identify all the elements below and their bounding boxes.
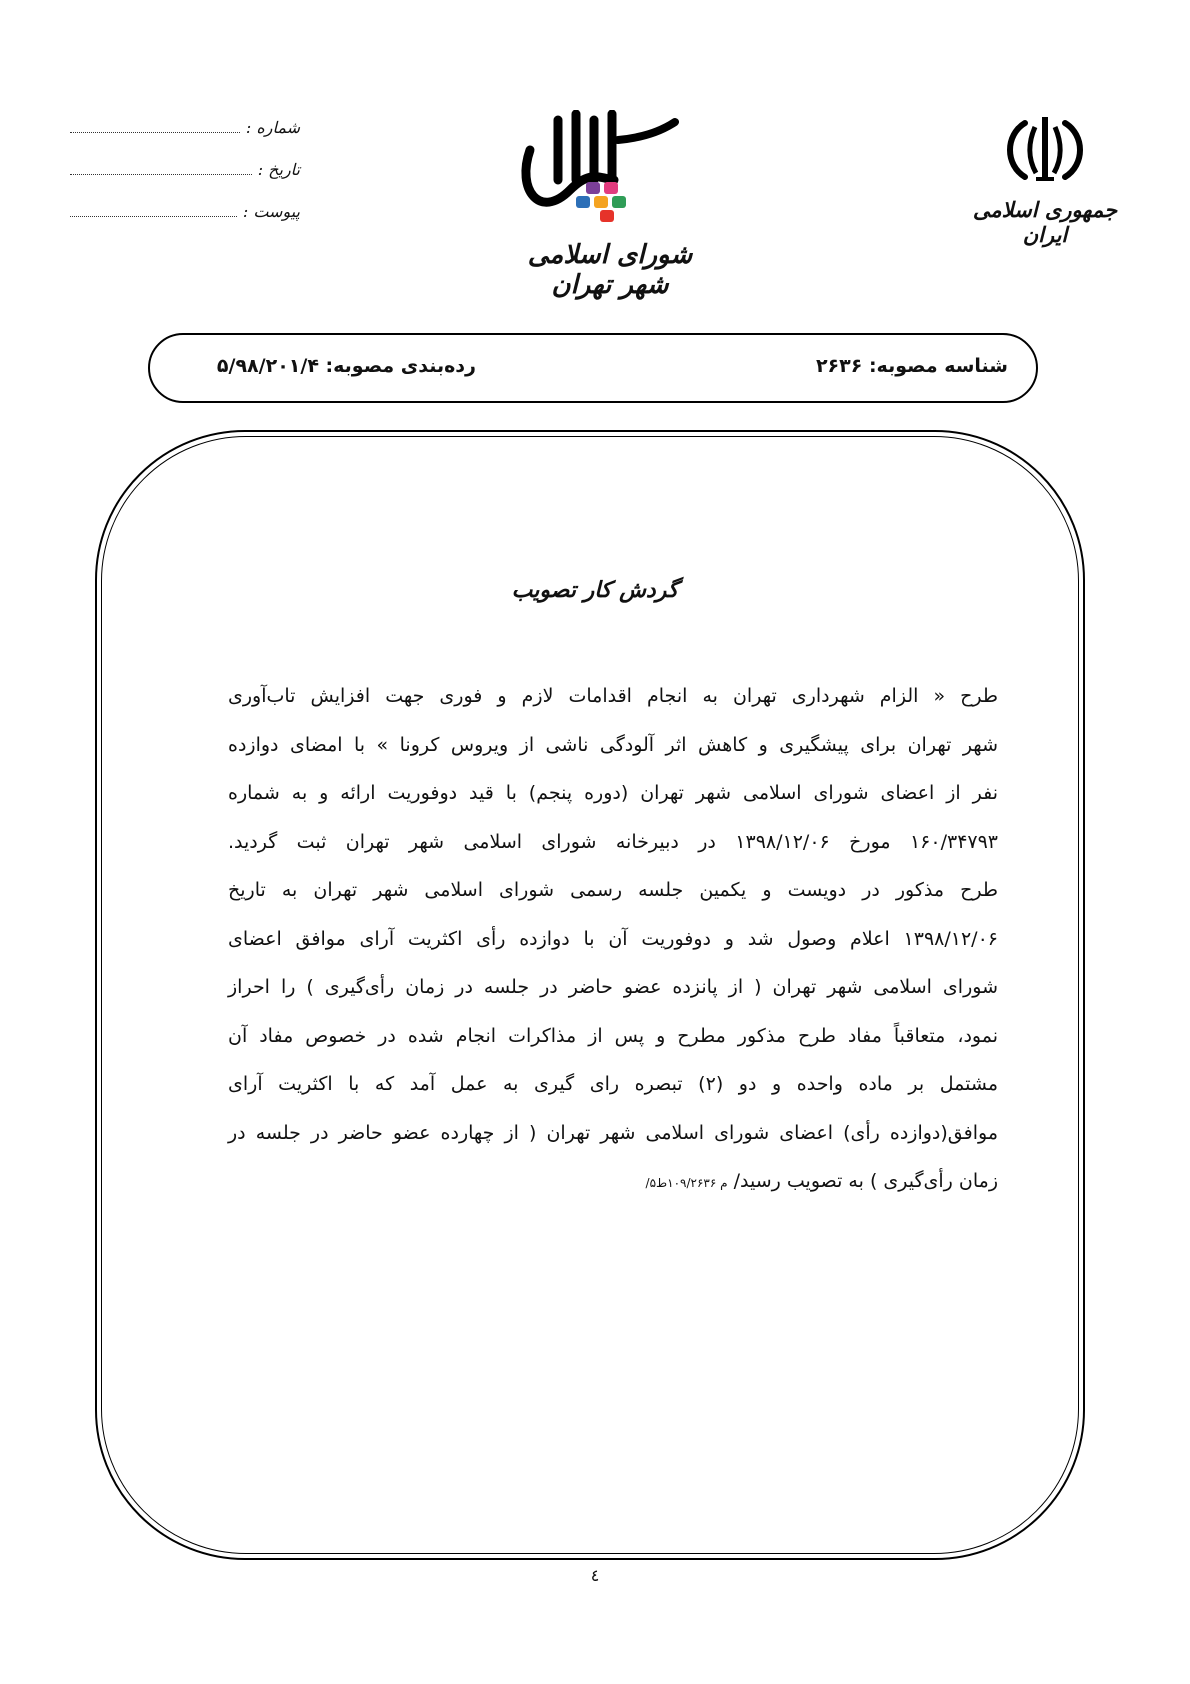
number-label: شماره : [245, 118, 300, 137]
body-line: ۱۳۹۸/۱۲/۰۶ اعلام وصول شد و دوفوریت آن با دوازده رأی اکثریت آرای موافق اعضای [228, 927, 998, 950]
page-number: ٤ [590, 1566, 600, 1585]
document-body [228, 672, 998, 1208]
logo-tile [612, 196, 626, 208]
iran-emblem-icon [1000, 115, 1090, 185]
logo-tile [586, 182, 600, 194]
reference-code: م ۱۰۹/۲۶۳۶ط۵/ [645, 1176, 728, 1190]
body-line: شورای اسلامی شهر تهران ( از پانزده عضو حاضر در جلسه در زمان رأی‌گیری ) را احراز [228, 976, 998, 998]
body-line: نمود، متعاقباً مفاد طرح مذکور مطرح و پس از مذاکرات انجام شده در خصوص مفاد آن [228, 1024, 998, 1047]
resolution-classification: رده‌بندی مصوبه: ۵/۹۸/۲۰۱/۴ [216, 355, 476, 377]
body-line-final [228, 1157, 998, 1208]
logo-tile [594, 196, 608, 208]
resolution-id: شناسه مصوبه: ۲۶۳۶ [815, 355, 1008, 377]
council-name: شورای اسلامی شهر تهران [527, 240, 693, 300]
logo-tile [604, 182, 618, 194]
body-line: مشتمل بر ماده واحده و دو (۲) تبصره رای گیری به عمل آمد که با اکثریت آرای [228, 1073, 999, 1095]
logo-tile [600, 210, 614, 222]
body-line: طرح « الزام شهرداری تهران به انجام اقدامات لازم و فوری جهت افزایش تاب‌آوری [228, 685, 998, 707]
body-line: موافق(دوازده رأی) اعضای شورای اسلامی شهر تهران ( از چهارده عضو حاضر در جلسه در [228, 1121, 998, 1144]
document-title: گردش کار تصویب [511, 578, 679, 603]
attachment-field [70, 202, 300, 221]
date-label: تاریخ : [257, 160, 300, 179]
country-name: جمهوری اسلامی ایران [972, 197, 1118, 247]
colored-tiles [576, 182, 626, 222]
logo-tile [576, 196, 590, 208]
attachment-dots [70, 204, 237, 217]
body-line: نفر از اعضای شورای اسلامی شهر تهران (دوره پنجم) با قید دوفوریت ارائه و به شماره [228, 782, 998, 804]
body-line: طرح مذکور در دویست و یکمین جلسه رسمی شورای اسلامی شهر تهران به تاریخ [228, 879, 998, 901]
attachment-label: پیوست : [242, 202, 300, 221]
body-line: زمان رأی‌گیری ) به تصویب رسید/ [733, 1170, 998, 1192]
number-dots [70, 120, 240, 133]
resolution-info-box [148, 333, 1038, 403]
date-dots [70, 162, 252, 175]
body-line: شهر تهران برای پیشگیری و کاهش اثر آلودگی ناشی از ویروس کرونا » با امضای دوازده [228, 733, 998, 756]
tehran-council-logo-icon [510, 110, 710, 240]
number-field [70, 118, 300, 137]
date-field [70, 160, 300, 179]
body-line: ۱۶۰/۳۴۷۹۳ مورخ ۱۳۹۸/۱۲/۰۶ در دبیرخانه شورای اسلامی شهر تهران ثبت گردید. [228, 830, 999, 853]
